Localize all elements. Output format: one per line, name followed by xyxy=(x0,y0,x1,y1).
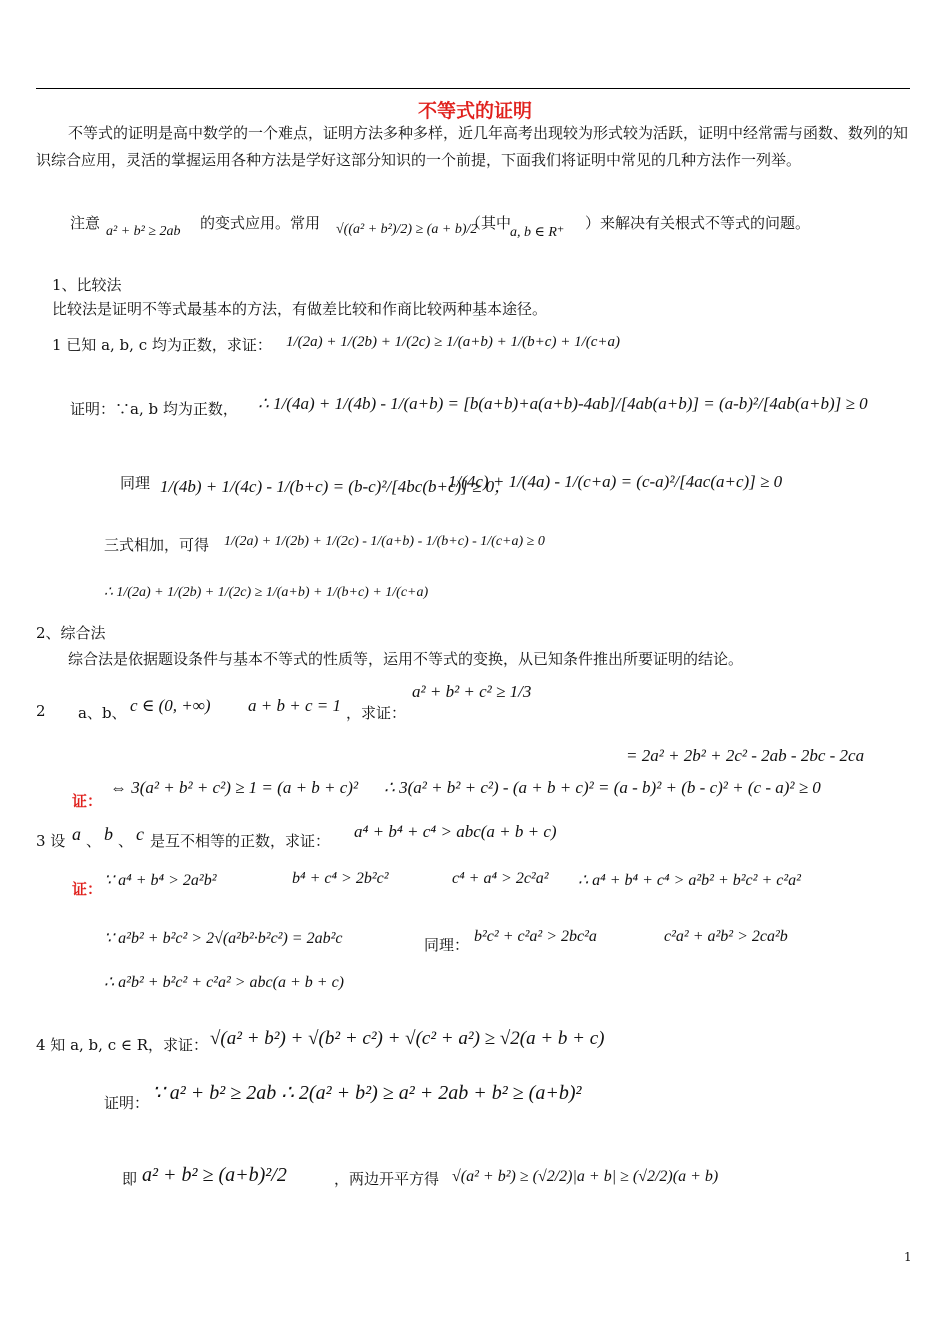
problem3-sep2: 、 xyxy=(118,832,134,850)
similar-formula-2: 1/(4c) + 1/(4a) - 1/(c+a) = (c-a)²/[4ac(a+c)] ≥ 0 xyxy=(448,472,783,491)
problem3-sep1: 、 xyxy=(86,832,102,850)
proof1-conclusion: ∴ 1/(2a) + 1/(2b) + 1/(2c) ≥ 1/(a+b) + 1/(b+c) + 1/(c+a) xyxy=(104,585,429,600)
problem3-line2-a: ∵ a²b² + b²c² > 2√(a²b²·b²c²) = 2ab²c xyxy=(104,930,343,947)
note-formula-domain: a, b ∈ R⁺ xyxy=(510,225,565,240)
problem4-proof-label: 证明： xyxy=(104,1094,150,1112)
problem2-number: 2 xyxy=(36,702,46,720)
proof1-label: 证明：∵a, b 均为正数， xyxy=(70,400,238,418)
section2-description: 综合法是依据题设条件与基本不等式的性质等，运用不等式的变换，从已知条件推出所要证明的结论。 xyxy=(68,650,744,668)
problem2-proof-step1: ⇔ 3(a² + b² + c²) ≥ 1 = (a + b + c)² xyxy=(110,778,359,797)
problem2-proof-step2: ∴ 3(a² + b² + c²) - (a + b + c)² = (a - b)² + (b - c)² + (c - a)² ≥ 0 xyxy=(384,778,821,797)
problem3-line3: ∴ a²b² + b²c² + c²a² > abc(a + b + c) xyxy=(104,974,345,991)
note-suffix: ）来解决有关根式不等式的问题。 xyxy=(585,214,811,232)
problem4-proof-step1: ∵ a² + b² ≥ 2ab ∴ 2(a² + b²) ≥ a² + 2ab + b² ≥ (a+b)² xyxy=(152,1082,582,1104)
similar-formula-1: 1/(4b) + 1/(4c) - 1/(b+c) = (b-c)²/[4bc(b+c)] ≥ 0， xyxy=(160,477,512,496)
note-paren-open: （其中 xyxy=(466,214,512,232)
problem3-goal: a⁴ + b⁴ + c⁴ > abc(a + b + c) xyxy=(354,822,557,841)
problem3-line2-label: 同理： xyxy=(424,936,470,954)
problem3-text: 是互不相等的正数，求证： xyxy=(150,832,331,850)
problem2-condition1: c ∈ (0, +∞) xyxy=(130,696,211,715)
problem3-line2-b: b²c² + c²a² > 2bc²a xyxy=(474,928,597,945)
problem4-ji: 即 xyxy=(122,1170,138,1188)
problem2-goal: a² + b² + c² ≥ 1/3 xyxy=(412,682,532,701)
problem3-line1-a: ∵ a⁴ + b⁴ > 2a²b² xyxy=(104,872,217,889)
header-rule xyxy=(36,88,910,89)
sum-formula: 1/(2a) + 1/(2b) + 1/(2c) - 1/(a+b) - 1/(b+c) - 1/(c+a) ≥ 0 xyxy=(224,534,545,549)
problem3-line1-b: b⁴ + c⁴ > 2b²c² xyxy=(292,870,389,887)
problem2-vars: a、b、 xyxy=(78,704,127,722)
problem4-proof-step3: √(a² + b²) ≥ (√2/2)|a + b| ≥ (√2/2)(a + b) xyxy=(452,1168,719,1185)
problem1-formula: 1/(2a) + 1/(2b) + 1/(2c) ≥ 1/(a+b) + 1/(b+c) + 1/(c+a) xyxy=(286,334,621,350)
problem2-expansion: = 2a² + 2b² + 2c² - 2ab - 2bc - 2ca xyxy=(626,746,865,765)
problem3-line1-d: ∴ a⁴ + b⁴ + c⁴ > a²b² + b²c² + c²a² xyxy=(578,872,801,889)
problem3-line2-c: c²a² + a²b² > 2ca²b xyxy=(664,928,788,945)
problem2-proof-label: 证： xyxy=(72,792,103,810)
intro-paragraph: 不等式的证明是高中数学的一个难点，证明方法多种多样，近几年高考出现较为形式较为活跃，证明中经常需与函数、数列的知识综合应用，灵活的掌握运用各种方法是学好这部分知识的一个前提，下面我们将证明中常见的几种方法作一列举。 xyxy=(36,124,909,169)
section1-description: 比较法是证明不等式最基本的方法，有做差比较和作商比较两种基本途径。 xyxy=(52,300,548,318)
problem2-ask: ，求证： xyxy=(346,704,407,722)
problem4-goal: √(a² + b²) + √(b² + c²) + √(c² + a²) ≥ √2(a + b + c) xyxy=(210,1028,605,1049)
problem4-mid: ，两边开平方得 xyxy=(334,1170,440,1188)
problem4-label: 4 知 a, b, c ∈ R，求证： xyxy=(36,1036,209,1054)
note-middle: 的变式应用。常用 xyxy=(200,214,321,232)
note-formula-basic: a² + b² ≥ 2ab xyxy=(106,224,181,239)
problem3-var-b: b xyxy=(104,824,113,844)
proof1-line1: ∴ 1/(4a) + 1/(4b) - 1/(a+b) = [b(a+b)+a(a+b)-4ab]/[4ab(a+b)] = (a-b)²/[4ab(a+b)] ≥ 0 xyxy=(258,394,868,413)
problem1-label: 1 已知 a, b, c 均为正数，求证： xyxy=(52,336,272,354)
problem3-var-a: a xyxy=(72,824,81,844)
problem3-label: 3 设 xyxy=(36,832,66,850)
section1-heading: 1、比较法 xyxy=(52,276,122,294)
section2-heading: 2、综合法 xyxy=(36,624,106,642)
problem3-line1-c: c⁴ + a⁴ > 2c²a² xyxy=(452,870,549,887)
similar-label: 同理 xyxy=(120,474,151,492)
problem2-condition2: a + b + c = 1 xyxy=(248,696,341,715)
problem3-var-c: c xyxy=(136,824,144,844)
note-prefix: 注意 xyxy=(70,214,101,232)
problem4-proof-step2: a² + b² ≥ (a+b)²/2 xyxy=(142,1164,287,1186)
page-number: 1 xyxy=(904,1250,912,1264)
note-formula-root: √((a² + b²)/2) ≥ (a + b)/2 xyxy=(336,222,478,237)
page-title: 不等式的证明 xyxy=(417,100,532,122)
problem3-proof-label: 证： xyxy=(72,880,103,898)
sum-label: 三式相加，可得 xyxy=(104,536,210,554)
